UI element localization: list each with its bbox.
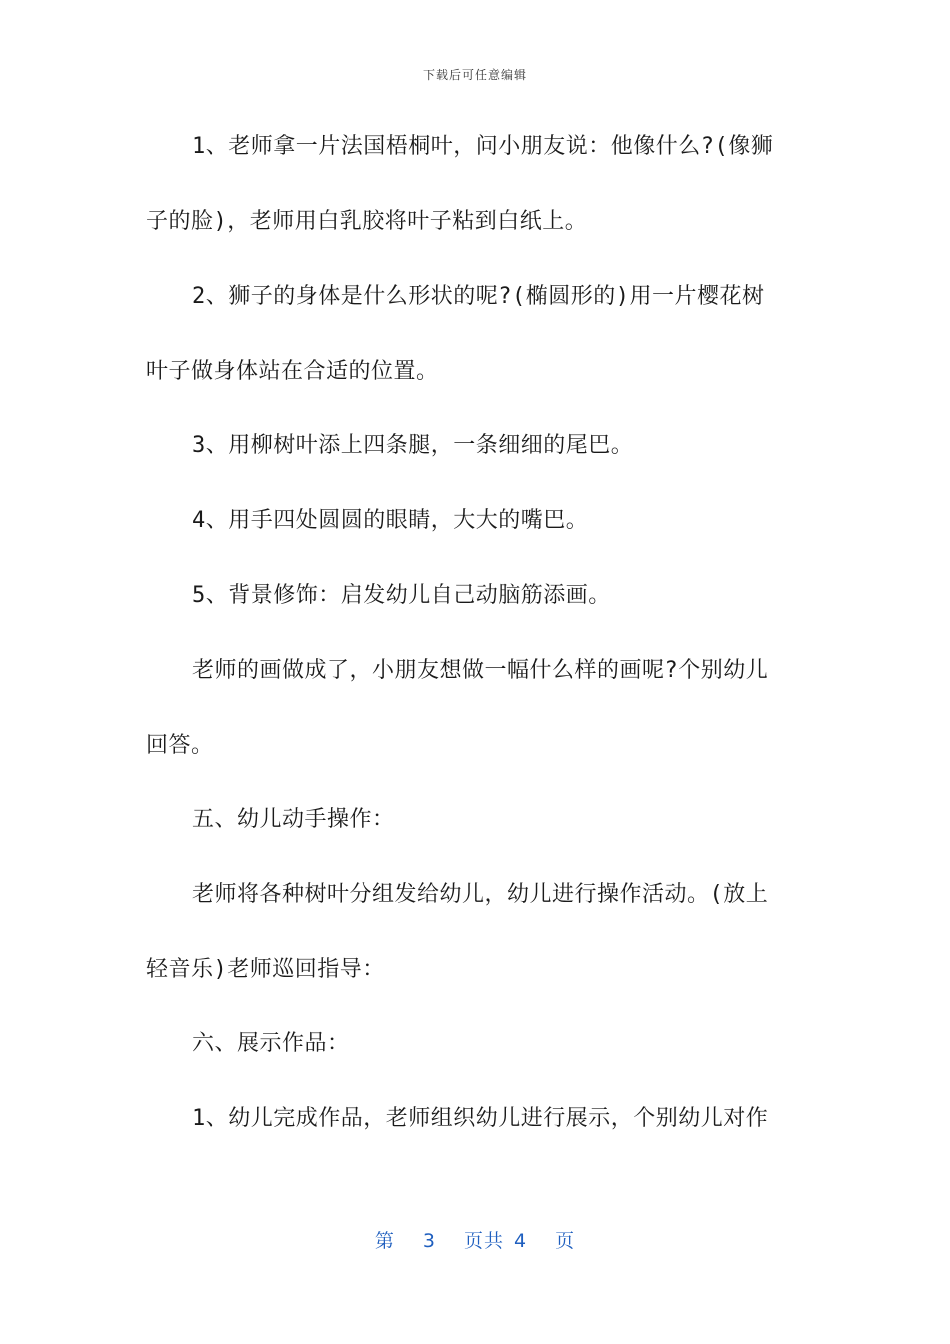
header-note: 下载后可任意编辑 <box>422 68 527 82</box>
body-line-9: 回答。 <box>146 733 214 758</box>
footer-current-page: 3 <box>422 1230 436 1252</box>
footer-mid: 页共 <box>463 1230 504 1252</box>
body-line-12: 轻音乐)老师巡回指导： <box>146 957 385 982</box>
footer-suffix: 页 <box>555 1230 576 1252</box>
body-line-7: 5、背景修饰：启发幼儿自己动脑筋添画。 <box>192 583 611 608</box>
page-number-footer <box>0 1226 950 1253</box>
footer-prefix: 第 <box>374 1230 395 1252</box>
body-line-2: 子的脸)，老师用白乳胶将叶子粘到白纸上。 <box>146 209 588 234</box>
body-line-5: 3、用柳树叶添上四条腿，一条细细的尾巴。 <box>192 433 634 458</box>
body-line-14: 1、幼儿完成作品，老师组织幼儿进行展示，个别幼儿对作 <box>192 1106 769 1131</box>
body-line-6: 4、用手四处圆圆的眼睛，大大的嘴巴。 <box>192 508 589 533</box>
body-line-13: 六、展示作品： <box>192 1031 350 1056</box>
body-line-11: 老师将各种树叶分组发给幼儿，幼儿进行操作活动。(放上 <box>192 882 769 907</box>
body-line-3: 2、狮子的身体是什么形状的呢?(椭圆形的)用一片樱花树 <box>192 284 765 309</box>
body-line-8: 老师的画做成了，小朋友想做一幅什么样的画呢?个别幼儿 <box>192 658 769 683</box>
body-line-4: 叶子做身体站在合适的位置。 <box>146 359 439 384</box>
body-line-1: 1、老师拿一片法国梧桐叶，问小朋友说：他像什么?(像狮 <box>192 134 774 159</box>
body-line-10: 五、幼儿动手操作： <box>192 807 395 832</box>
footer-total-pages: 4 <box>514 1230 528 1252</box>
